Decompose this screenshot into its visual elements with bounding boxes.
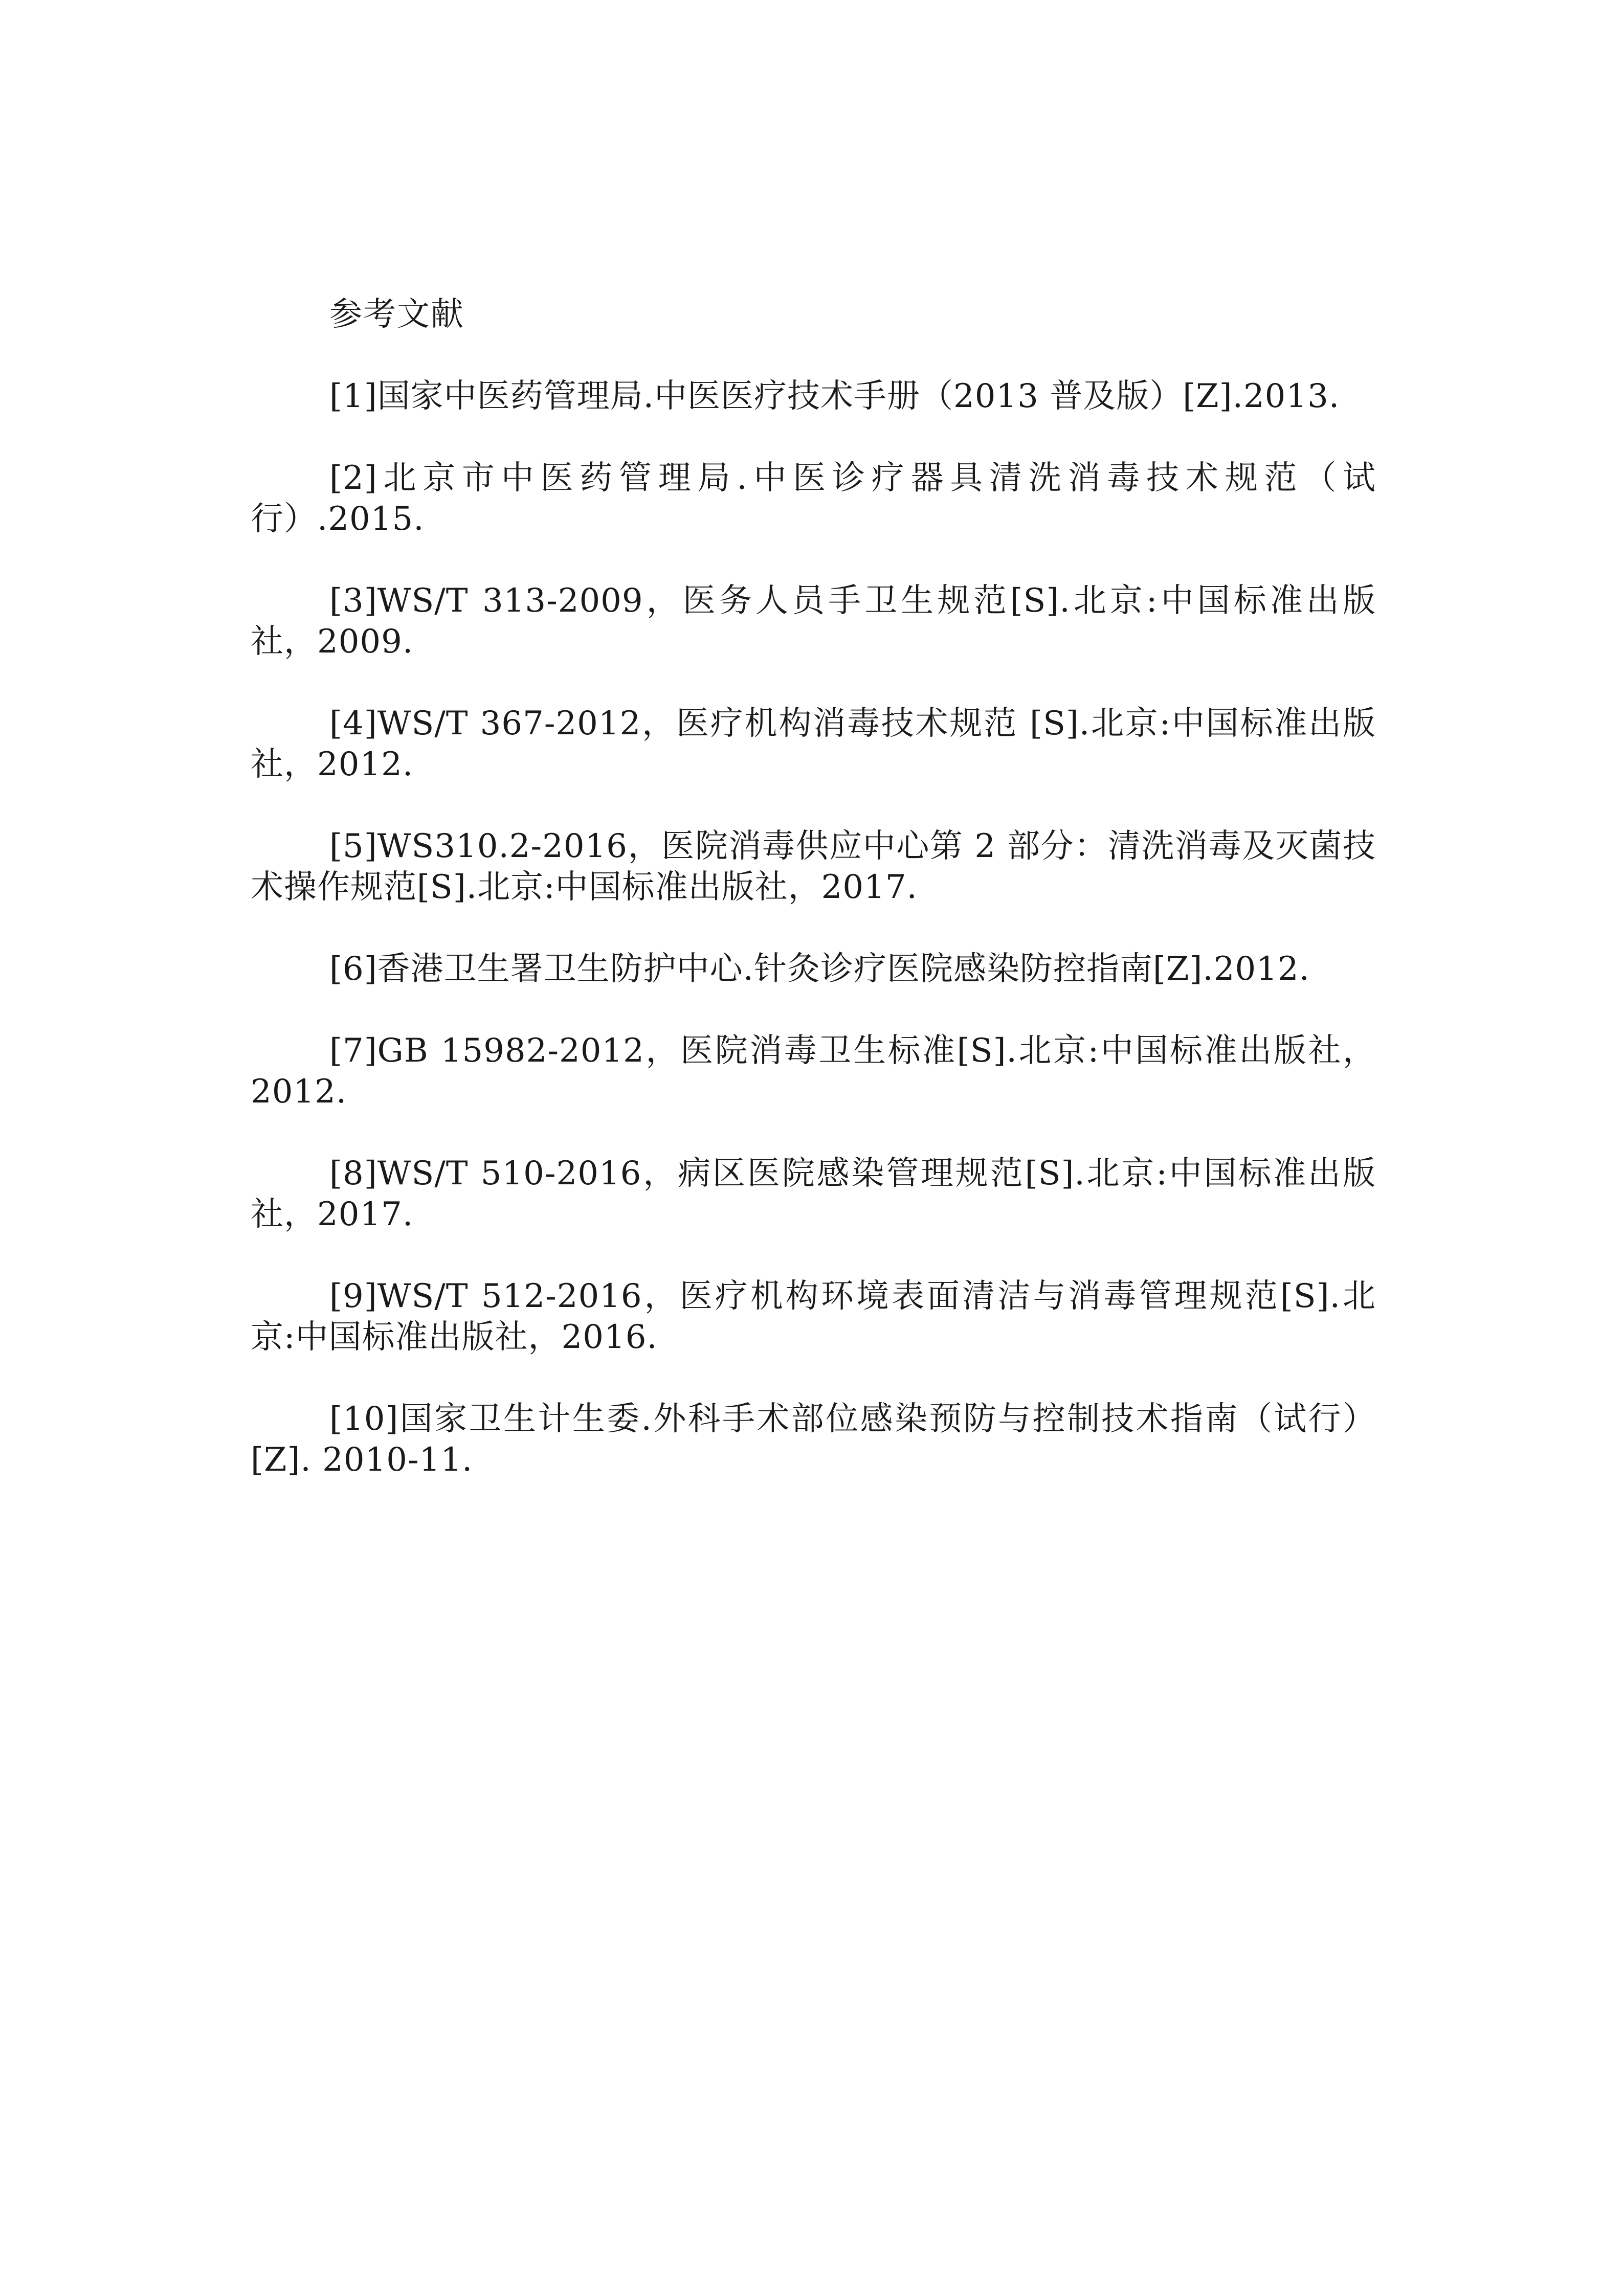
reference-item-2: [2]北京市中医药管理局.中医诊疗器具清洗消毒技术规范（试行）.2015. xyxy=(251,459,1376,538)
reference-list xyxy=(251,376,1376,1480)
reference-item-6: [6]香港卫生署卫生防护中心.针灸诊疗医院感染防控指南[Z].2012. xyxy=(329,950,1310,988)
reference-item-1: [1]国家中医药管理局.中医医疗技术手册（2013 普及版）[Z].2013. xyxy=(329,377,1340,415)
reference-item-5: [5]WS310.2-2016，医院消毒供应中心第 2 部分：清洗消毒及灭菌技术操作规范[S].北京:中国标准出版社，2017. xyxy=(251,827,1376,906)
reference-item-3: [3]WS/T 313-2009，医务人员手卫生规范[S].北京:中国标准出版社，2009. xyxy=(251,582,1376,661)
reference-item-10: [10]国家卫生计生委.外科手术部位感染预防与控制技术指南（试行）[Z]. 2010-11. xyxy=(251,1400,1376,1479)
references-section xyxy=(251,294,1376,1480)
reference-item-4: [4]WS/T 367-2012，医疗机构消毒技术规范 [S].北京:中国标准出版社，2012. xyxy=(251,705,1376,783)
reference-item-8: [8]WS/T 510-2016，病区医院感染管理规范[S].北京:中国标准出版社，2017. xyxy=(251,1155,1376,1233)
reference-item-7: [7]GB 15982-2012，医院消毒卫生标准[S].北京:中国标准出版社，2012. xyxy=(251,1032,1376,1111)
reference-item-9: [9]WS/T 512-2016，医疗机构环境表面清洁与消毒管理规范[S].北京:中国标准出版社，2016. xyxy=(251,1277,1376,1356)
references-heading: 参考文献 xyxy=(329,296,464,333)
